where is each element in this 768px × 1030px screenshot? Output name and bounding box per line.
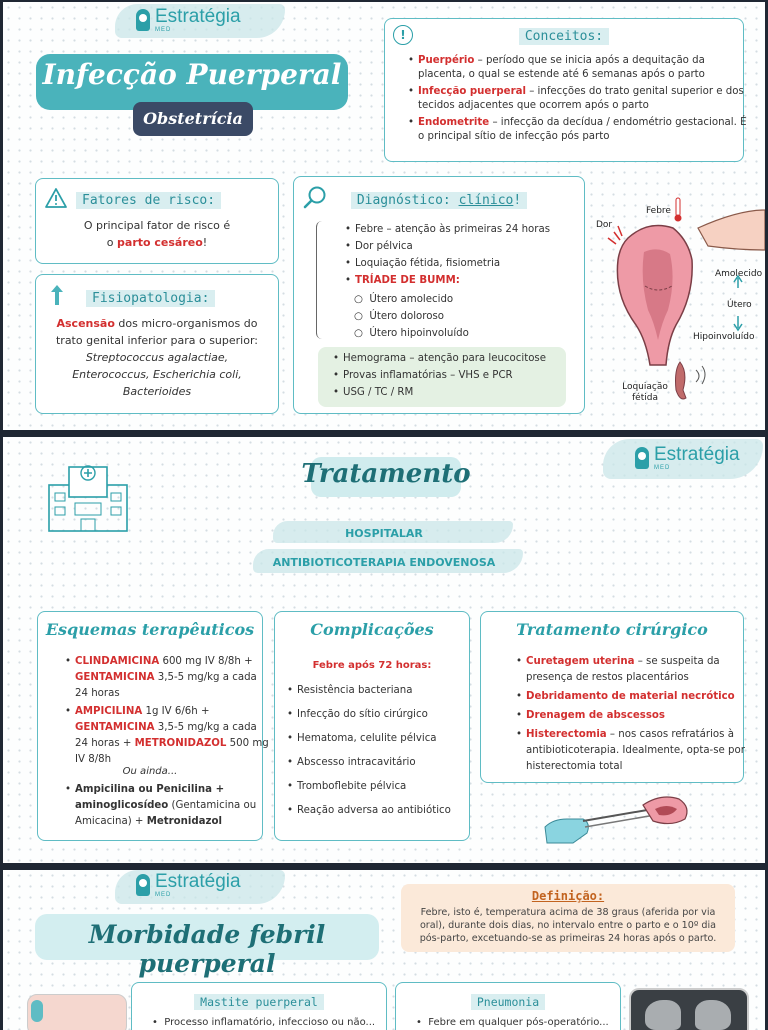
brand-name: Estratégia — [155, 871, 241, 892]
mastite-card — [131, 982, 387, 1030]
fatores-line1: O principal fator de risco é — [83, 219, 231, 232]
cirurgico-list — [511, 654, 750, 775]
label-amolecido: Amolecido — [715, 269, 763, 279]
diag-item: • Loquiação fétida, fisiometria — [355, 257, 590, 271]
cirurgico-item: • Debridamento de material necrótico — [526, 689, 750, 705]
conceito-item: • Endometrite – infecção da decídua / endométrio gestacional. É o principal sítio de infecção pós parto — [418, 116, 748, 144]
arrow-up-icon — [50, 284, 64, 306]
fatores-line2: o parto cesáreo! — [106, 236, 208, 249]
diag-item: • Febre – atenção às primeiras 24 horas — [355, 223, 590, 237]
hand-shape — [698, 210, 765, 250]
warning-icon — [44, 187, 68, 209]
label-loquiacao: Loquiação fétida — [622, 382, 668, 403]
esquema-item: • Ampicilina ou Penicilina + aminoglicosídeo (Gentamicina ou Amicacina) + Metronidazol — [75, 782, 271, 830]
triade-heading: • TRÍADE DE BUMM: — [355, 274, 590, 288]
complicacao-item: • Abscesso intracavitário — [275, 756, 469, 780]
definicao-box — [401, 884, 735, 952]
esquemas-list — [60, 654, 271, 768]
definicao-title: Definição: — [531, 889, 605, 903]
cirurgico-title: Tratamento cirúrgico — [516, 620, 708, 639]
label-hipoinvoluido: Hipoinvoluído — [693, 332, 755, 342]
brand-sub: MED — [155, 892, 172, 898]
panel-morbidade-febril — [3, 870, 765, 1030]
fisio-title: Fisiopatologia: — [86, 290, 215, 307]
pneumonia-title: Pneumonia — [471, 994, 545, 1010]
triade-item: ○ Útero hipoinvoluído — [354, 328, 469, 339]
page-subtitle: Obstetrícia — [133, 102, 253, 136]
conceitos-list — [403, 54, 748, 144]
exam-item: • Hemograma – atenção para leucocitose — [343, 352, 575, 366]
owl-icon — [635, 447, 649, 469]
cirurgico-item: • Curetagem uterina – se suspeita da presença de restos placentários — [526, 654, 750, 686]
owl-icon — [136, 9, 150, 31]
brand-logo — [136, 7, 241, 33]
complicacoes-card — [274, 611, 470, 841]
page-title: Infecção Puerperal — [42, 58, 342, 91]
morbidade-title: Morbidade febril puerperal — [88, 920, 326, 978]
fatores-card — [35, 178, 279, 264]
triade-item: ○ Útero doloroso — [354, 311, 445, 322]
panel-infeccao-puerperal — [3, 2, 765, 430]
label-utero: Útero — [727, 300, 752, 310]
diag-bracket — [316, 221, 325, 339]
complicacao-item: • Resistência bacteriana — [275, 684, 469, 708]
owl-icon — [136, 874, 150, 896]
complicacoes-title: Complicações — [310, 620, 434, 639]
brand-logo — [136, 872, 241, 898]
thermometer-icon — [676, 198, 680, 216]
esquema-item: • AMPICILINA 1g IV 6/6h + GENTAMICINA 3,5-5 mg/kg a cada 24 horas + METRONIDAZOL 500 mg IV 8/8h — [75, 704, 271, 768]
curettage-illustration — [543, 789, 693, 845]
exclamation-icon: ! — [393, 25, 413, 45]
diag-list — [340, 223, 590, 288]
diag-title: Diagnóstico: clínico! — [351, 192, 527, 209]
triade-list — [354, 291, 469, 342]
brand-sub: MED — [654, 465, 671, 471]
pneumonia-card — [395, 982, 621, 1030]
cirurgico-card — [480, 611, 744, 783]
fisiopatologia-card — [35, 274, 279, 414]
esquemas-title: Esquemas terapêuticos — [45, 620, 255, 639]
label-febre: Febre — [646, 206, 671, 216]
exam-item: • Provas inflamatórias – VHS e PCR — [343, 369, 575, 383]
brand-logo — [635, 445, 740, 471]
complicacao-item: • Tromboflebite pélvica — [275, 780, 469, 804]
tratamento-title: Tratamento — [301, 459, 471, 489]
mastite-title: Mastite puerperal — [194, 994, 324, 1010]
exams-box — [318, 347, 566, 407]
esquemas-list-2 — [60, 782, 271, 830]
complicacao-item: • Infecção do sítio cirúrgico — [275, 708, 469, 732]
triade-item: ○ Útero amolecido — [354, 294, 454, 305]
ou-ainda: Ou ainda... — [122, 766, 178, 777]
diag-item: • Dor pélvica — [355, 240, 590, 254]
fatores-title: Fatores de risco: — [76, 192, 221, 209]
loquiation-shape — [676, 362, 687, 399]
hospitalar-label: HOSPITALAR — [345, 527, 423, 540]
antibio-label: ANTIBIOTICOTERAPIA ENDOVENOSA — [272, 556, 496, 569]
fisio-organisms: Streptococcus agalactiae, Enterococcus, Escherichia coli, Bacterioides — [72, 351, 242, 398]
conceito-item: • Puerpério – período que se inicia após a dequitação da placenta, o qual se estende até 6 semanas após o parto — [418, 54, 748, 82]
esquemas-card — [37, 611, 269, 841]
brand-name: Estratégia — [654, 444, 740, 465]
diagnostico-card — [293, 176, 585, 414]
complicacao-item: • Reação adversa ao antibiótico — [275, 804, 469, 828]
cirurgico-item: • Drenagem de abscessos — [526, 708, 750, 724]
definicao-text: Febre, isto é, temperatura acima de 38 graus (aferida por via oral), durante dois dias, no intervalo entre o parto e o 10º dia pós-parto, excetuando-se as primeiras 24 horas após o parto. — [419, 907, 717, 944]
conceito-item: • Infecção puerperal – infecções do trato genital superior e dos tecidos adjacentes que ocorrem após o parto — [418, 85, 748, 113]
pneumonia-item: • Febre em qualquer pós-operatório... — [416, 1017, 609, 1028]
fisio-text: Ascensão dos micro-organismos do trato genital inferior para o superior: Streptococcus agalactiae, Enterococcus, Escherichia coli, Bacterioides — [46, 315, 268, 400]
conceitos-title: Conceitos: — [519, 28, 609, 45]
brand-sub: MED — [155, 27, 172, 33]
panel-tratamento — [3, 437, 765, 863]
complicacoes-sub: Febre após 72 horas: — [312, 660, 432, 671]
complicacoes-list — [275, 684, 469, 828]
owl-icon — [31, 1000, 43, 1022]
mastite-item: • Processo inflamatório, infeccioso ou não... — [152, 1017, 376, 1028]
exam-item: • USG / TC / RM — [343, 386, 575, 400]
exams-list — [328, 352, 575, 400]
brand-name: Estratégia — [155, 6, 241, 27]
conceitos-card — [384, 18, 747, 162]
hospital-icon — [45, 459, 131, 533]
label-dor: Dor — [596, 220, 613, 230]
cirurgico-item: • Histerectomia – nos casos refratários à antibioticoterapia. Idealmente, opta-se por histerectomia total — [526, 727, 750, 775]
complicacao-item: • Hematoma, celulite pélvica — [275, 732, 469, 756]
esquema-item: • CLINDAMICINA 600 mg IV 8/8h + GENTAMICINA 3,5-5 mg/kg a cada 24 horas — [75, 654, 271, 702]
